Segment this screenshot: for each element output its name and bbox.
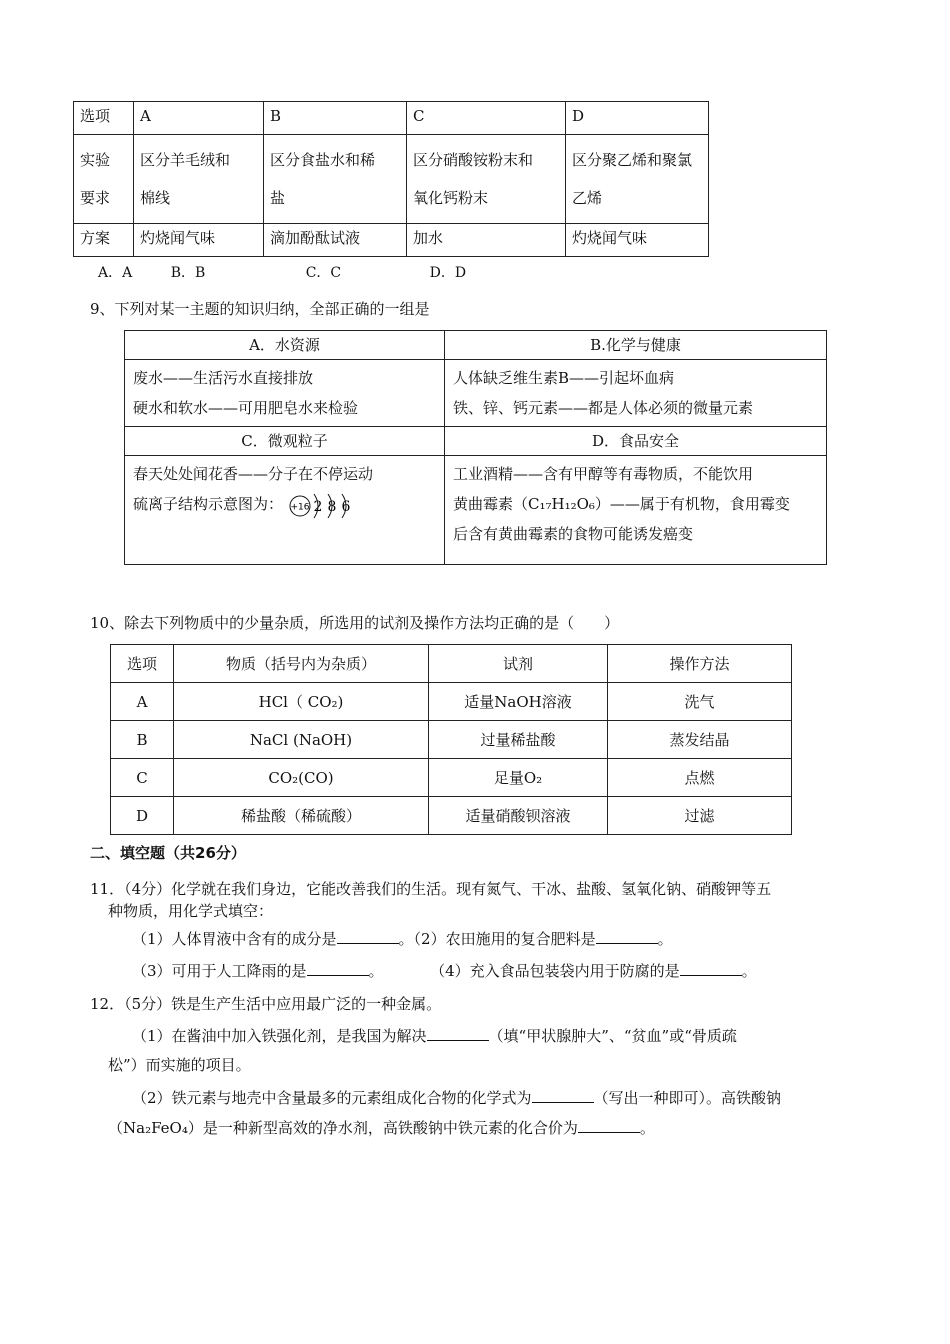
q10-cell: 过滤: [608, 797, 792, 835]
q8-option-c: C．C: [305, 265, 342, 281]
q8-requirement-cell: 区分羊毛绒和 棉线: [134, 135, 264, 224]
answer-blank[interactable]: [532, 1088, 594, 1103]
q12-part2: （2）铁元素与地壳中含量最多的元素组成化合物的化学式为 （写出一种即可）。高铁酸钠: [132, 1089, 782, 1107]
q8-option-b: B．B: [170, 265, 206, 281]
q10-cell: C: [111, 759, 174, 797]
q8-header-cell: B: [264, 102, 407, 135]
q8-plan-row: [74, 224, 709, 257]
q12-part2-cont: （Na₂FeO₄）是一种新型高效的净水剂，高铁酸钠中铁元素的化合价为 。: [108, 1119, 655, 1137]
q12-part1-cont: 松”）而实施的项目。: [108, 1056, 251, 1074]
shell-electrons-2: 8: [327, 499, 337, 515]
q9-table: [124, 330, 827, 565]
q10-stem: 10、除去下列物质中的少量杂质，所选用的试剂及操作方法均正确的是（ ）: [90, 614, 620, 632]
answer-blank[interactable]: [578, 1118, 640, 1133]
q8-plan-cell: 灼烧闻气味: [134, 224, 264, 257]
q8-header-cell: 选项: [74, 102, 134, 135]
q8-option-a: A．A: [98, 265, 133, 281]
q12-line1: 12．（5分）铁是生产生活中应用最广泛的一种金属。: [90, 995, 442, 1013]
nucleus-charge: +16: [290, 502, 310, 513]
q9-c-content: 春天处处闻花香——分子在不停运动 硫离子结构示意图为： +16 2 8 6: [125, 456, 445, 565]
q11-line1: 11．（4分）化学就在我们身边，它能改善我们的生活。现有氮气、干冰、盐酸、氢氧化钠、硝酸钾等五: [90, 880, 772, 898]
q8-header-cell: D: [566, 102, 709, 135]
q9-c-title: C．微观粒子: [125, 427, 445, 456]
q12-part1: （1）在酱油中加入铁强化剂，是我国为解决 （填“甲状腺肿大”、“贫血”或“骨质疏: [132, 1027, 737, 1045]
q10-header-cell: 操作方法: [608, 645, 792, 683]
q10-cell: 足量O₂: [429, 759, 608, 797]
shell-electrons-3: 6: [341, 499, 351, 515]
q10-row-d: [111, 797, 792, 835]
q10-cell: A: [111, 683, 174, 721]
q10-cell: D: [111, 797, 174, 835]
q8-plan-cell: 滴加酚酞试液: [264, 224, 407, 257]
answer-blank[interactable]: [307, 961, 369, 976]
q11-line2: 种物质，用化学式填空：: [108, 902, 274, 920]
q9-b-content: 人体缺乏维生素B——引起坏血病 铁、锌、钙元素——都是人体必须的微量元素: [445, 360, 827, 427]
answer-blank[interactable]: [596, 929, 658, 944]
q8-header-cell: A: [134, 102, 264, 135]
sulfur-ion-diagram: [288, 490, 358, 520]
q10-cell: 适量硝酸钡溶液: [429, 797, 608, 835]
q8-header-row: [74, 102, 709, 135]
q10-header-cell: 物质（括号内为杂质）: [174, 645, 429, 683]
q11-part2: （3）可用于人工降雨的是 。 （4）充入食品包装袋内用于防腐的是 。: [132, 962, 757, 980]
q8-table: [73, 101, 709, 257]
q9-a-content: 废水——生活污水直接排放 硬水和软水——可用肥皂水来检验: [125, 360, 445, 427]
q8-option-d: D．D: [429, 265, 467, 281]
q8-plan-label: 方案: [74, 224, 134, 257]
q8-requirement-cell: 区分硝酸铵粉末和 氧化钙粉末: [407, 135, 566, 224]
q10-cell: 过量稀盐酸: [429, 721, 608, 759]
q8-requirement-row: [74, 135, 709, 224]
q11-part1: （1）人体胃液中含有的成分是 。（2）农田施用的复合肥料是 。: [132, 930, 673, 948]
q10-row-a: [111, 683, 792, 721]
q10-header-cell: 试剂: [429, 645, 608, 683]
q10-cell: 稀盐酸（稀硫酸）: [174, 797, 429, 835]
q10-cell: HCl（ CO₂): [174, 683, 429, 721]
q10-cell: 点燃: [608, 759, 792, 797]
q8-plan-cell: 灼烧闻气味: [566, 224, 709, 257]
q8-options: [98, 262, 466, 282]
q10-cell: 适量NaOH溶液: [429, 683, 608, 721]
q10-cell: NaCl (NaOH): [174, 721, 429, 759]
q8-requirement-cell: 区分食盐水和稀 盐: [264, 135, 407, 224]
answer-blank[interactable]: [680, 961, 742, 976]
q8-requirement-label: 实验 要求: [74, 135, 134, 224]
q10-header-cell: 选项: [111, 645, 174, 683]
q9-stem: 9、下列对某一主题的知识归纳，全部正确的一组是: [90, 300, 430, 318]
q10-cell: CO₂(CO): [174, 759, 429, 797]
answer-blank[interactable]: [427, 1026, 489, 1041]
section-heading: 二、填空题（共26分）: [90, 844, 246, 862]
q10-cell: 洗气: [608, 683, 792, 721]
q10-cell: 蒸发结晶: [608, 721, 792, 759]
answer-blank[interactable]: [337, 929, 399, 944]
q8-header-cell: C: [407, 102, 566, 135]
q10-table: [110, 644, 792, 835]
q10-cell: B: [111, 721, 174, 759]
q10-row-c: [111, 759, 792, 797]
q9-d-content: 工业酒精——含有甲醇等有毒物质，不能饮用 黄曲霉素（C₁₇H₁₂O₆）——属于有机物，食用霉变 后含有黄曲霉素的食物可能诱发癌变: [445, 456, 827, 565]
shell-electrons-1: 2: [313, 499, 323, 515]
q9-b-title: B.化学与健康: [445, 331, 827, 360]
q9-a-title: A．水资源: [125, 331, 445, 360]
q10-row-b: [111, 721, 792, 759]
q8-plan-cell: 加水: [407, 224, 566, 257]
q10-header-row: [111, 645, 792, 683]
sulfur-ion-svg: [288, 490, 358, 522]
q9-d-title: D．食品安全: [445, 427, 827, 456]
q8-requirement-cell: 区分聚乙烯和聚氯 乙烯: [566, 135, 709, 224]
